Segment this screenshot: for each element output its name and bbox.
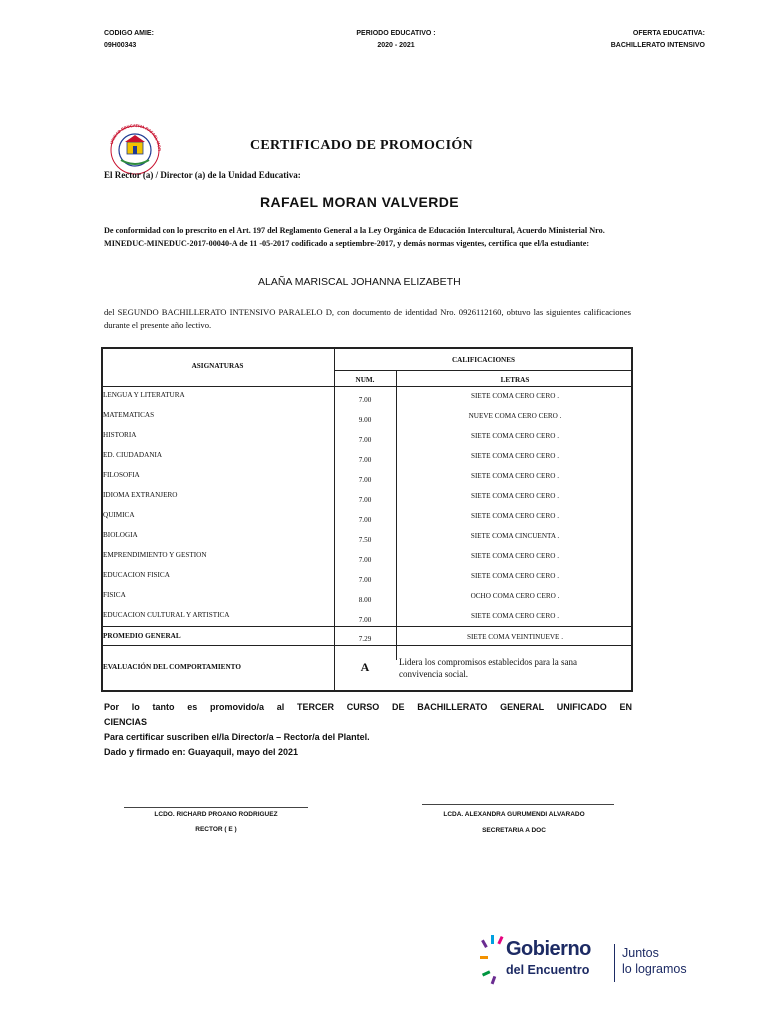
behavior-label: EVALUACIÓN DEL COMPORTAMIENTO — [103, 663, 241, 671]
grade-num: 7.00 — [358, 436, 372, 444]
header-amie — [104, 28, 154, 52]
school-seal-logo — [104, 120, 166, 176]
course-statement: del SEGUNDO BACHILLERATO INTENSIVO PARALELO D, con documento de identidad Nro. 0926112160, obtuvo las siguientes calificaciones durante el presente año lectivo. — [104, 307, 631, 330]
behavior-description: Lidera los compromisos establecidos para la sana convivencia social. — [399, 657, 577, 679]
grade-num: 7.00 — [358, 576, 372, 584]
grades-header: CALIFICACIONES — [451, 356, 516, 364]
oferta-value: BACHILLERATO INTENSIVO — [610, 42, 705, 49]
signature-right-name: LCDA. ALEXANDRA GURUMENDI ALVARADO — [443, 811, 585, 818]
grade-letters: SIETE COMA CERO CERO . — [470, 392, 560, 400]
grade-letters: SIETE COMA CERO CERO . — [470, 612, 560, 620]
grade-num: 7.00 — [358, 556, 372, 564]
institution-name: RAFAEL MORAN VALVERDE — [260, 194, 459, 210]
grade-num: 9.00 — [358, 416, 372, 424]
signature-left-role: RECTOR ( E ) — [195, 826, 237, 833]
grades-table — [101, 347, 633, 692]
grade-subject: MATEMATICAS — [103, 411, 155, 419]
average-num: 7.29 — [358, 635, 372, 643]
slogan-line-2: lo logramos — [622, 962, 687, 976]
signature-line-right — [422, 804, 614, 805]
signature-left-name: LCDO. RICHARD PROANO RODRIGUEZ — [154, 811, 278, 818]
legal-basis-paragraph: De conformidad con lo prescrito en el Art. 197 del Reglamento General a la Ley Orgánica de Educación Intercultural, Acuerdo Ministerial Nro. MINEDUC-MINEDUC-2017-00040-A de 11 -05-2017 codificado a septiembre-2017, y demás normas vigentes, certifica que el/la estudiante: — [104, 226, 605, 248]
grade-subject: FILOSOFIA — [103, 471, 140, 479]
periodo-label: PERIODO EDUCATIVO : — [356, 30, 436, 37]
letters-header: LETRAS — [500, 376, 530, 384]
grade-subject: EMPRENDIMIENTO Y GESTION — [103, 551, 207, 559]
grade-subject: BIOLOGIA — [103, 531, 138, 539]
periodo-value: 2020 - 2021 — [377, 42, 415, 49]
seal-text: UNIDAD EDUCATIVA RAFAEL MOR — [108, 122, 163, 151]
subjects-header: ASIGNATURAS — [191, 362, 244, 370]
grade-letters: SIETE COMA CERO CERO . — [470, 472, 560, 480]
signature-right-role: SECRETARIA A DOC — [482, 827, 546, 834]
encuentro-word: del Encuentro — [506, 963, 590, 977]
gobierno-logo — [480, 932, 710, 990]
grade-num: 7.00 — [358, 456, 372, 464]
grade-subject: QUIMICA — [103, 511, 135, 519]
promotion-line-4: Dado y firmado en: Guayaquil, mayo del 2021 — [104, 747, 299, 757]
certificate-title: CERTIFICADO DE PROMOCIÓN — [250, 138, 473, 153]
average-label: PROMEDIO GENERAL — [103, 632, 181, 640]
gobierno-divider — [614, 944, 615, 982]
grade-num: 7.50 — [358, 536, 372, 544]
average-letters: SIETE COMA VEINTINUEVE . — [466, 633, 564, 641]
promotion-line-1: Por lo tanto es promovido/a al TERCER CURSO DE BACHILLERATO GENERAL UNIFICADO EN — [104, 702, 632, 712]
oferta-label: OFERTA EDUCATIVA: — [632, 30, 705, 37]
grade-letters: SIETE COMA CINCUENTA . — [470, 532, 560, 540]
grade-num: 7.00 — [358, 396, 372, 404]
grade-num: 7.00 — [358, 616, 372, 624]
grade-num: 7.00 — [358, 476, 372, 484]
rector-intro: El Rector (a) / Director (a) de la Unidad Educativa: — [104, 170, 301, 180]
header-oferta — [560, 28, 705, 52]
school-seal-icon — [104, 120, 166, 176]
amie-value: 09H00343 — [104, 42, 137, 49]
promotion-line-3: Para certificar suscriben el/la Director/a – Rector/a del Plantel. — [104, 732, 370, 742]
grade-subject: EDUCACION FISICA — [103, 571, 170, 579]
grade-num: 7.00 — [358, 516, 372, 524]
promotion-text — [104, 700, 632, 760]
grade-subject: EDUCACION CULTURAL Y ARTISTICA — [103, 611, 230, 619]
grade-subject: IDIOMA EXTRANJERO — [103, 491, 178, 499]
grade-letters: SIETE COMA CERO CERO . — [470, 552, 560, 560]
grade-num: 8.00 — [358, 596, 372, 604]
grade-letters: SIETE COMA CERO CERO . — [470, 432, 560, 440]
gobierno-word: Gobierno — [506, 938, 591, 960]
grade-letters: SIETE COMA CERO CERO . — [470, 492, 560, 500]
grade-subject: LENGUA Y LITERATURA — [103, 391, 185, 399]
grade-letters: SIETE COMA CERO CERO . — [470, 512, 560, 520]
grade-letters: SIETE COMA CERO CERO . — [470, 452, 560, 460]
grade-subject: ED. CIUDADANIA — [103, 451, 163, 459]
amie-label: CODIGO AMIE: — [104, 30, 154, 37]
slogan-line-1: Juntos — [622, 946, 659, 960]
student-name: ALAÑA MARISCAL JOHANNA ELIZABETH — [258, 276, 461, 288]
grade-num: 7.00 — [358, 496, 372, 504]
grade-letters: SIETE COMA CERO CERO . — [470, 572, 560, 580]
signature-line-left — [124, 807, 308, 808]
grade-subject: FISICA — [103, 591, 126, 599]
grade-letters: OCHO COMA CERO CERO . — [470, 592, 560, 600]
num-header: NUM. — [355, 376, 375, 384]
behavior-grade: A — [360, 660, 370, 674]
header-periodo — [330, 28, 462, 52]
grade-letters: NUEVE COMA CERO CERO . — [468, 412, 562, 420]
grade-subject: HISTORIA — [103, 431, 137, 439]
promotion-line-2: CIENCIAS — [104, 717, 148, 727]
